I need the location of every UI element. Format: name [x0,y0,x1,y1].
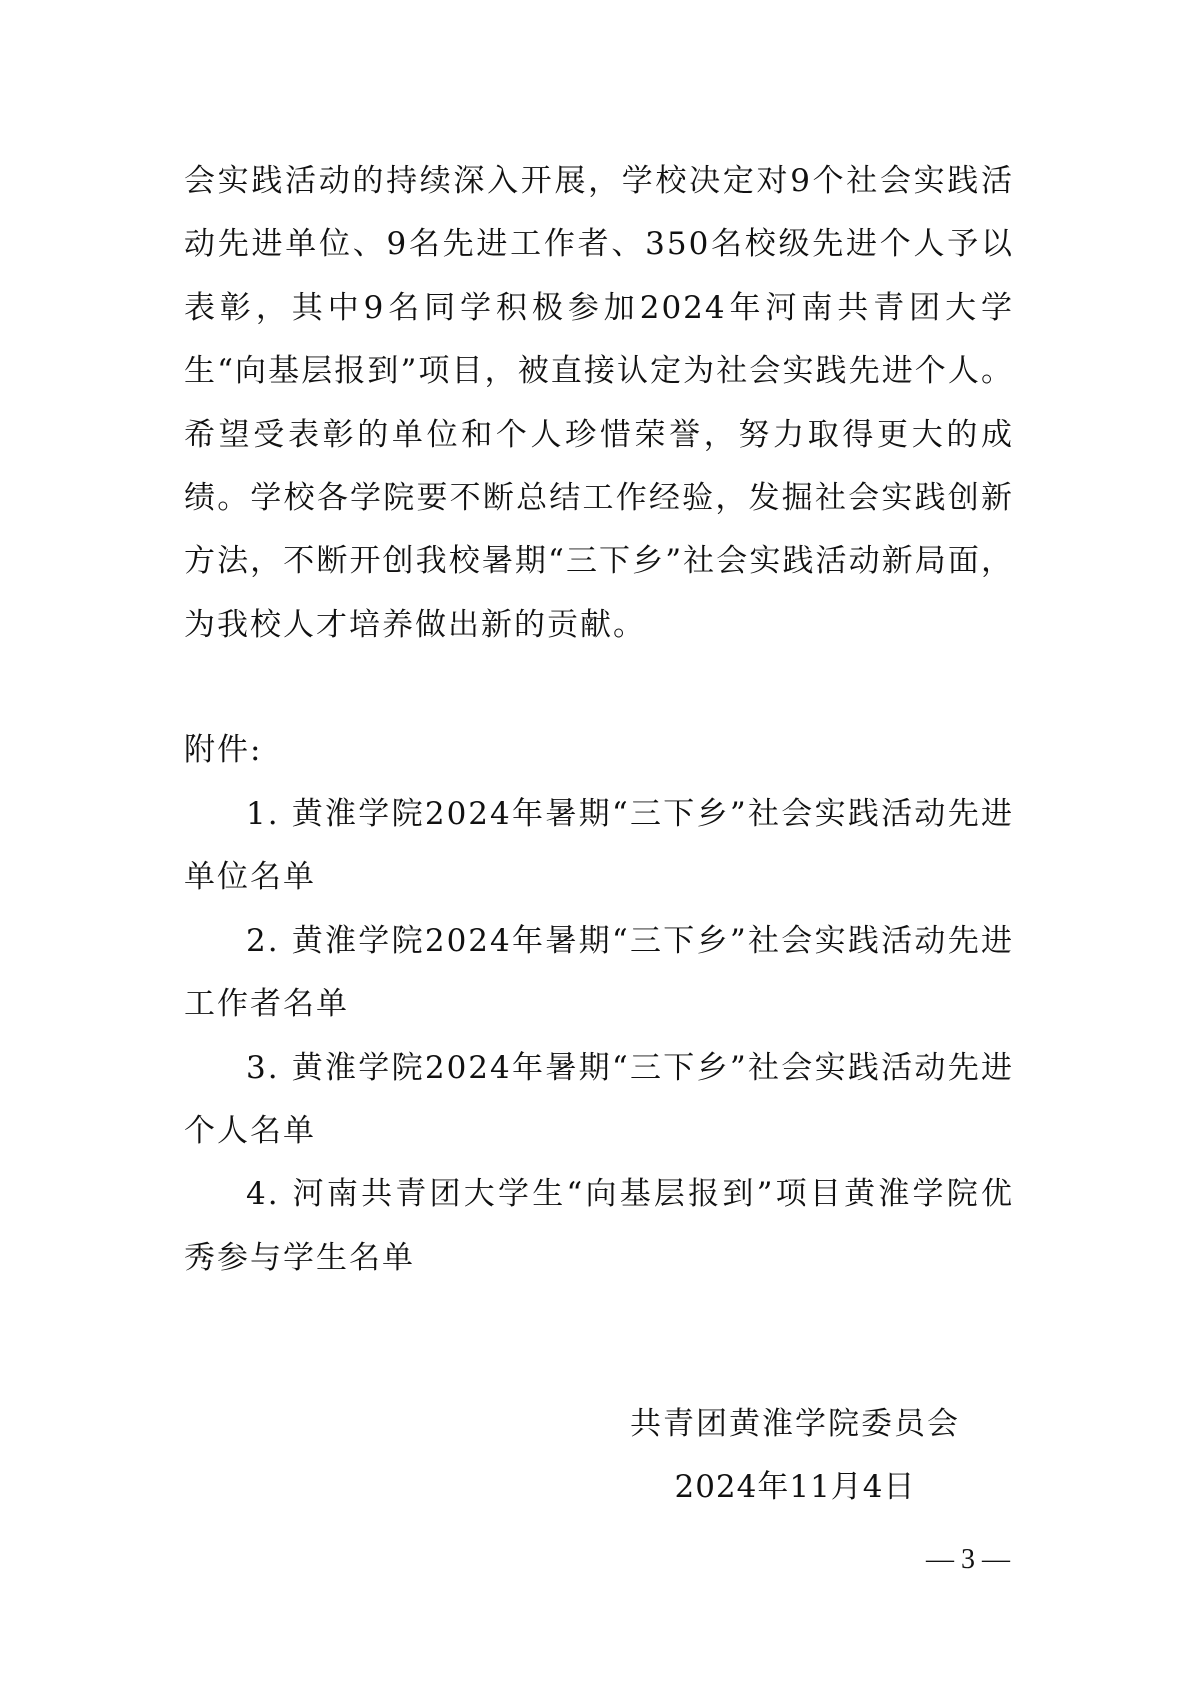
attachment-item-2: 2. 黄淮学院2024年暑期“三下乡”社会实践活动先进工作者名单 [184,922,1014,1023]
signature-organization: 共青团黄淮学院委员会 [630,1406,960,1442]
attachment-item-4: 4. 河南共青团大学生“向基层报到”项目黄淮学院优秀参与学生名单 [184,1176,1014,1276]
attachments-label: 附件: [184,732,263,768]
signature-date: 2024年11月4日 [674,1469,916,1505]
attachments-list [184,783,1014,1290]
body-text [184,150,1014,657]
body-paragraph: 会实践活动的持续深入开展，学校决定对9个社会实践活动先进单位、9名先进工作者、350名校级先进个人予以表彰，其中9名同学积极参加2024年河南共青团大学生“向基层报到”项目，被直接认定为社会实践先进个人。希望受表彰的单位和个人珍惜荣誉，努力取得更大的成绩。学校各学院要不断总结工作经验，发掘社会实践创新方法，不断开创我校暑期“三下乡”社会实践活动新局面，为我校人才培养做出新的贡献。 [184,163,1014,643]
page-number: — 3 — [926,1544,1010,1575]
attachment-item-1: 1. 黄淮学院2024年暑期“三下乡”社会实践活动先进单位名单 [184,796,1014,896]
attachment-item-3: 3. 黄淮学院2024年暑期“三下乡”社会实践活动先进个人名单 [184,1049,1014,1150]
